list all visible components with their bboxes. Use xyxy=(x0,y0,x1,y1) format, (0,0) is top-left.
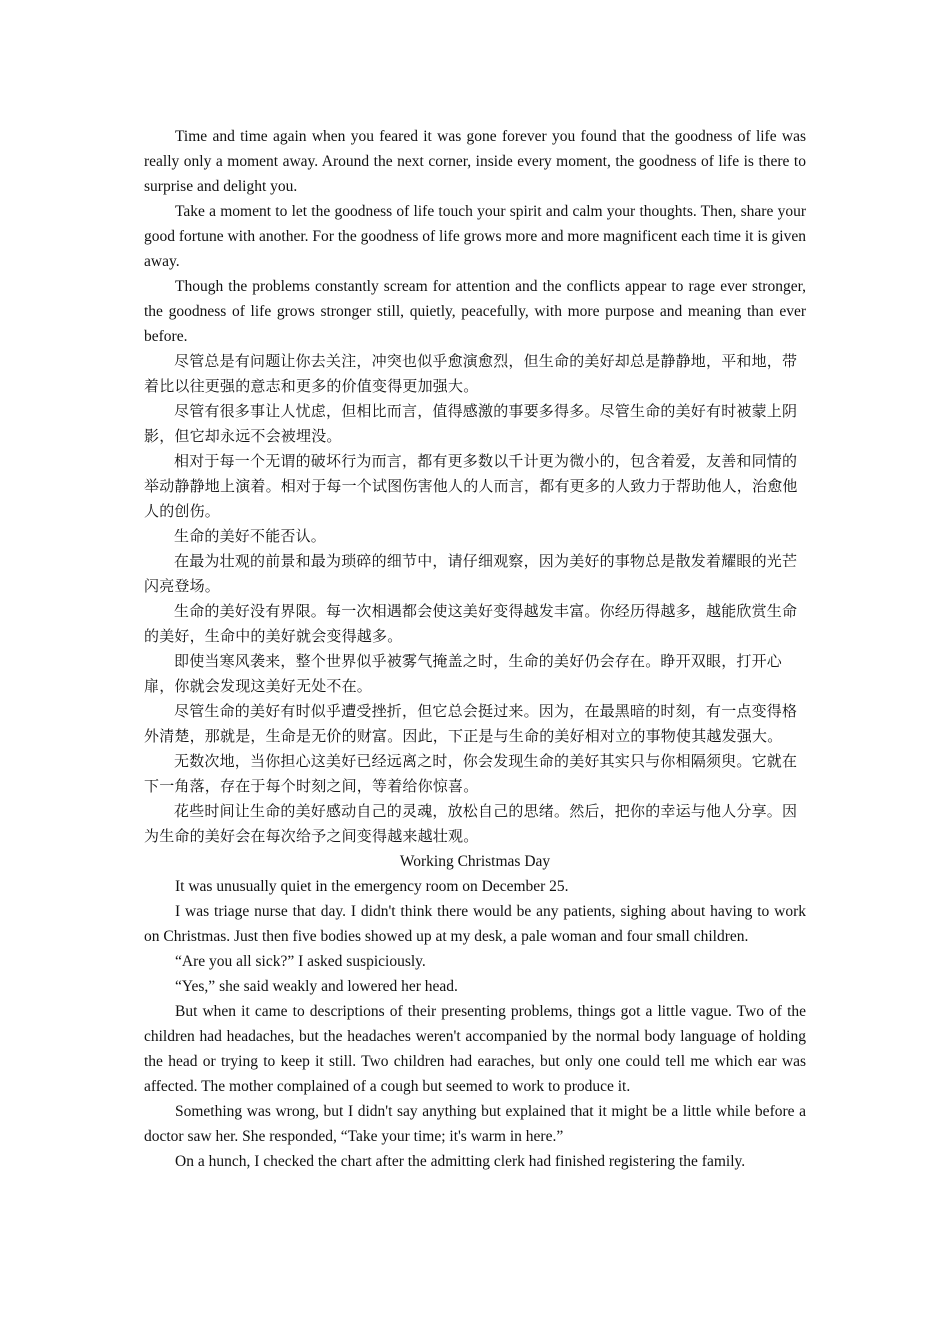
paragraph-en: Time and time again when you feared it was gone forever you found that the goodness of life was really only a moment away. Around the next corner, inside every moment, the goodness of life is there to surprise and delight you. xyxy=(144,128,806,195)
paragraph-zh: 生命的美好没有界限。每一次相遇都会使这美好变得越发丰富。你经历得越多，越能欣赏生命的美好，生命中的美好就会变得越多。 xyxy=(144,602,798,645)
paragraph-en: Take a moment to let the goodness of life touch your spirit and calm your thoughts. Then, share your good fortune with another. For the goodness of life grows more and more magnificent each time it is given away. xyxy=(144,203,806,270)
paragraph-zh: 尽管有很多事让人忧虑，但相比而言，值得感激的事要多得多。尽管生命的美好有时被蒙上阴影，但它却永远不会被埋没。 xyxy=(144,402,798,445)
paragraph-en: “Are you all sick?” I asked suspiciously. xyxy=(175,953,426,970)
paragraph-en: I was triage nurse that day. I didn't think there would be any patients, sighing about having to work on Christmas. Just then five bodies showed up at my desk, a pale woman and four small children. xyxy=(144,903,806,945)
paragraph-en: “Yes,” she said weakly and lowered her head. xyxy=(175,978,458,995)
paragraph-zh: 生命的美好不能否认。 xyxy=(174,527,327,545)
paragraph-en: But when it came to descriptions of their presenting problems, things got a little vague. Two of the children had headaches, but the headaches weren't accompanied by the normal body language of holding the head or trying to keep it still. Two children had earaches, but only one could tell me which ear was affected. The mother complained of a cough but seemed to work to produce it. xyxy=(144,1003,806,1095)
story-title: Working Christmas Day xyxy=(399,853,551,870)
paragraph-zh: 即使当寒风袭来，整个世界似乎被雾气掩盖之时，生命的美好仍会存在。睁开双眼，打开心扉，你就会发现这美好无处不在。 xyxy=(144,652,783,695)
document-page xyxy=(144,124,806,1174)
paragraph-zh: 花些时间让生命的美好感动自己的灵魂，放松自己的思绪。然后，把你的幸运与他人分享。因为生命的美好会在每次给予之间变得越来越壮观。 xyxy=(144,802,798,845)
paragraph-en: Though the problems constantly scream for attention and the conflicts appear to rage ever stronger, the goodness of life grows stronger still, quietly, peacefully, with more purpose and meaning than ever before. xyxy=(144,278,806,345)
paragraph-zh: 在最为壮观的前景和最为琐碎的细节中，请仔细观察，因为美好的事物总是散发着耀眼的光芒闪亮登场。 xyxy=(144,552,798,595)
paragraph-en: Something was wrong, but I didn't say anything but explained that it might be a little while before a doctor saw her. She responded, “Take your time; it's warm in here.” xyxy=(144,1103,806,1145)
paragraph-zh: 尽管生命的美好有时似乎遭受挫折，但它总会挺过来。因为，在最黑暗的时刻，有一点变得格外清楚，那就是，生命是无价的财富。因此，下正是与生命的美好相对立的事物使其越发强大。 xyxy=(144,702,798,745)
paragraph-zh: 尽管总是有问题让你去关注，冲突也似乎愈演愈烈，但生命的美好却总是静静地，平和地，带着比以往更强的意志和更多的价值变得更加强大。 xyxy=(144,352,798,395)
paragraph-en: On a hunch, I checked the chart after the admitting clerk had finished registering the family. xyxy=(175,1153,746,1170)
paragraph-en: It was unusually quiet in the emergency room on December 25. xyxy=(175,878,569,895)
paragraph-zh: 无数次地，当你担心这美好已经远离之时，你会发现生命的美好其实只与你相隔须臾。它就在下一角落，存在于每个时刻之间，等着给你惊喜。 xyxy=(144,752,798,795)
paragraph-zh: 相对于每一个无谓的破坏行为而言，都有更多数以千计更为微小的，包含着爱，友善和同情的举动静静地上演着。相对于每一个试图伤害他人的人而言，都有更多的人致力于帮助他人，治愈他人的创伤。 xyxy=(144,452,798,520)
